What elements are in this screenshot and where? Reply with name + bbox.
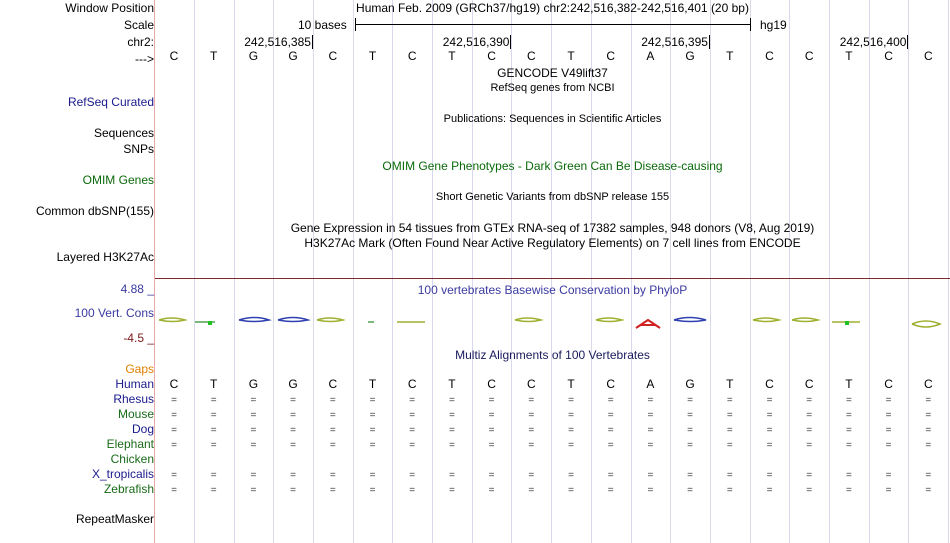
alignment-match: = (607, 440, 614, 451)
alignment-match: = (250, 485, 257, 496)
phylop-glyph-16 (845, 321, 849, 325)
track-label-refseq[interactable]: RefSeq Curated (67, 95, 154, 109)
alignment-match: = (448, 425, 455, 436)
alignment-match: = (329, 485, 336, 496)
alignment-match: = (171, 470, 177, 481)
alignment-match: = (687, 485, 694, 496)
alignment-match: = (726, 440, 733, 451)
alignment-match: = (528, 410, 535, 421)
scale-bar (355, 24, 751, 25)
reference-base: C (169, 49, 179, 63)
gtex-track-desc: Gene Expression in 54 tissues from GTEx RNA-seq of 17382 samples, 948 donors (V8, Aug 2019) (290, 221, 815, 235)
reference-base: C (884, 49, 893, 63)
alignment-match: = (568, 440, 574, 451)
alignment-match: = (647, 425, 654, 436)
reference-base: C (923, 49, 933, 63)
alignment-match: = (448, 440, 455, 451)
human-aligned-base: C (606, 377, 616, 391)
alignment-match: = (171, 410, 177, 421)
alignment-match: = (329, 425, 336, 436)
species-human[interactable]: Human (115, 377, 154, 391)
alignment-match: = (290, 440, 297, 451)
human-aligned-base: C (804, 377, 814, 391)
phylop-glyph-17 (912, 321, 940, 327)
refseq-track-desc: RefSeq genes from NCBI (490, 82, 615, 94)
alignment-match: = (647, 395, 654, 406)
reference-base: C (407, 49, 417, 63)
alignment-match: = (766, 485, 773, 496)
reference-base: C (526, 49, 536, 63)
alignment-match: = (448, 485, 455, 496)
alignment-match: = (171, 425, 177, 436)
alignment-match: = (329, 410, 336, 421)
alignment-match: = (845, 425, 852, 436)
alignment-match: = (369, 425, 376, 436)
alignment-match: = (488, 485, 495, 496)
alignment-match: = (409, 410, 416, 421)
alignment-match: = (766, 410, 773, 421)
human-aligned-base: T (448, 377, 456, 391)
track-label-dbsnp[interactable]: Common dbSNP(155) (35, 204, 154, 218)
alignment-match: = (726, 485, 733, 496)
alignment-match: = (766, 395, 773, 406)
alignment-match: = (726, 425, 733, 436)
alignment-match: = (448, 395, 455, 406)
alignment-match: = (687, 410, 694, 421)
alignment-match: = (448, 410, 455, 421)
phylop-glyph-4 (239, 318, 269, 322)
human-aligned-base: G (288, 377, 298, 391)
alignment-match: = (925, 440, 932, 451)
alignment-match: = (885, 470, 892, 481)
alignment-match: = (329, 440, 336, 451)
coordinate-tick-mark (709, 35, 710, 49)
h3k27ac-track-desc: H3K27Ac Mark (Often Found Near Active Regulatory Elements) on 7 cell lines from ENCODE (304, 236, 801, 250)
track-label-repeatmasker[interactable]: RepeatMasker (75, 512, 154, 526)
alignment-match: = (647, 410, 654, 421)
alignment-match: = (409, 440, 416, 451)
alignment-match: = (210, 485, 217, 496)
coordinate-tick-label: 242,516,395 (641, 35, 708, 49)
coordinate-tick-mark (907, 35, 908, 49)
alignment-match: = (290, 395, 297, 406)
reference-base: T (448, 49, 456, 63)
track-label-gaps[interactable]: Gaps (125, 362, 154, 376)
alignment-match: = (528, 395, 535, 406)
alignment-match: = (171, 440, 177, 451)
alignment-match: = (885, 425, 892, 436)
phylop-glyph-6 (317, 318, 343, 322)
reference-base: A (646, 49, 655, 63)
alignment-match: = (250, 470, 257, 481)
alignment-match: = (290, 470, 297, 481)
reference-base: G (248, 49, 259, 63)
alignment-match: = (687, 470, 694, 481)
alignment-match: = (647, 470, 654, 481)
reference-base: T (368, 49, 377, 63)
window-position-label: Window Position (65, 1, 154, 15)
track-labels (0, 0, 154, 543)
alignment-match: = (290, 485, 297, 496)
alignment-match: = (726, 410, 733, 421)
phylop-glyphs (155, 300, 950, 340)
alignment-match: = (925, 470, 932, 481)
phylop-glyph-5 (278, 318, 308, 322)
alignment-match: = (607, 425, 614, 436)
reference-base: C (765, 49, 774, 63)
species-zebrafish[interactable]: Zebrafish (103, 482, 154, 496)
alignment-match: = (885, 410, 892, 421)
human-aligned-base: C (526, 377, 536, 391)
alignment-match: = (568, 410, 574, 421)
phylop-glyph-10 (596, 318, 622, 322)
alignment-match: = (171, 485, 177, 496)
coordinate-tick-label: 242,516,390 (442, 35, 510, 49)
alignment-match: = (210, 410, 217, 421)
human-aligned-base: C (328, 377, 338, 391)
gencode-track-title[interactable]: GENCODE V49lift37 (497, 66, 608, 80)
alignment-match: = (607, 410, 614, 421)
track-divider (155, 278, 950, 279)
alignment-match: = (448, 470, 455, 481)
human-aligned-base: C (487, 377, 496, 391)
alignment-match: = (369, 410, 376, 421)
alignment-match: = (687, 440, 694, 451)
phylop-glyph-9 (515, 318, 541, 322)
alignment-match: = (210, 470, 217, 481)
alignment-match: = (568, 470, 574, 481)
human-aligned-base: A (646, 377, 655, 391)
alignment-match: = (766, 440, 773, 451)
alignment-match: = (250, 440, 257, 451)
phylop-max-label: 4.88 _ (120, 282, 154, 296)
human-aligned-base: T (845, 377, 853, 391)
alignment-match: = (726, 395, 733, 406)
species-elephant[interactable]: Elephant (106, 437, 154, 451)
alignment-match: = (568, 485, 574, 496)
alignment-match: = (250, 410, 257, 421)
alignment-match: = (488, 410, 495, 421)
phylop-glyph-3 (208, 321, 212, 325)
species-xtropicalis[interactable]: X_tropicalis (91, 467, 154, 481)
alignment-match: = (845, 440, 852, 451)
reference-base: T (567, 49, 575, 63)
alignment-match: = (806, 440, 813, 451)
alignment-match: = (528, 425, 535, 436)
alignment-match: = (250, 395, 257, 406)
track-label-omim[interactable]: OMIM Genes (82, 173, 154, 187)
human-aligned-base: G (248, 377, 259, 391)
alignment-match: = (885, 440, 892, 451)
alignment-match: = (369, 485, 376, 496)
track-label-snps[interactable]: SNPs (123, 142, 154, 156)
alignment-match: = (766, 470, 773, 481)
alignment-match: = (528, 440, 535, 451)
coordinate-tick-mark (312, 35, 313, 49)
alignment-match: = (290, 425, 297, 436)
scale-text: 10 bases (298, 18, 347, 32)
alignment-match: = (925, 410, 932, 421)
phylop-track-desc: 100 vertebrates Basewise Conservation by PhyloP (417, 283, 688, 297)
alignment-match: = (369, 470, 376, 481)
alignment-match: = (885, 485, 892, 496)
alignment-match: = (806, 425, 813, 436)
reference-base: G (288, 49, 298, 63)
multiz-track-desc: Multiz Alignments of 100 Vertebrates (455, 348, 650, 362)
alignment-match: = (290, 410, 297, 421)
coordinate-tick-label: 242,516,385 (244, 35, 311, 49)
human-aligned-base: T (210, 377, 218, 391)
alignment-match: = (845, 470, 852, 481)
alignment-match: = (607, 470, 614, 481)
reference-base: T (726, 49, 734, 63)
alignment-match: = (369, 440, 376, 451)
alignment-match: = (845, 410, 852, 421)
alignment-match: = (687, 395, 694, 406)
alignment-match: = (250, 425, 257, 436)
human-aligned-base: G (685, 377, 695, 391)
omim-track-desc: OMIM Gene Phenotypes - Dark Green Can Be Disease-causing (382, 159, 723, 173)
scale-bar-right (750, 18, 751, 31)
alignment-match: = (568, 395, 574, 406)
species-chicken[interactable]: Chicken (110, 452, 154, 466)
coordinate-tick-label: 242,516,400 (839, 35, 907, 49)
alignment-match: = (488, 395, 495, 406)
reference-base: T (210, 49, 218, 63)
dbsnp-track-desc: Short Genetic Variants from dbSNP release 155 (435, 191, 670, 203)
alignment-match: = (806, 485, 813, 496)
human-aligned-base: T (567, 377, 575, 391)
alignment-match: = (568, 425, 574, 436)
human-aligned-base: C (923, 377, 933, 391)
alignment-match: = (329, 395, 336, 406)
species-dog[interactable]: Dog (131, 422, 154, 436)
alignment-match: = (845, 395, 852, 406)
phylop-glyph-1 (159, 318, 185, 322)
reference-base: C (328, 49, 338, 63)
species-mouse[interactable]: Mouse (117, 407, 154, 421)
human-aligned-base: C (884, 377, 893, 391)
alignment-match: = (171, 395, 177, 406)
track-label-sequences[interactable]: Sequences (93, 126, 154, 140)
alignment-match: = (607, 485, 614, 496)
phylop-glyph-12 (674, 318, 706, 322)
alignment-match: = (210, 425, 217, 436)
alignment-match: = (409, 425, 416, 436)
phylop-glyph-11 (636, 320, 660, 328)
alignment-match: = (806, 395, 813, 406)
alignment-match: = (647, 440, 654, 451)
alignment-match: = (528, 470, 535, 481)
alignment-match: = (210, 440, 217, 451)
alignment-match: = (925, 485, 932, 496)
alignment-match: = (687, 425, 694, 436)
alignment-match: = (488, 440, 495, 451)
assembly-label: hg19 (760, 18, 787, 32)
track-label-h3k27ac[interactable]: Layered H3K27Ac (56, 250, 154, 264)
reference-base: C (804, 49, 814, 63)
alignment-match: = (607, 395, 614, 406)
phylop-glyph-13 (753, 318, 779, 322)
alignment-match: = (885, 395, 892, 406)
track-label-cons[interactable]: 100 Vert. Cons (74, 306, 154, 320)
scale-label: Scale (123, 18, 154, 32)
alignment-match: = (528, 485, 535, 496)
human-aligned-base: T (368, 377, 377, 391)
phylop-glyph-14 (792, 318, 818, 322)
human-aligned-base: T (726, 377, 734, 391)
alignment-match: = (210, 395, 217, 406)
coordinate-tick-mark (510, 35, 511, 49)
reference-base: G (685, 49, 695, 63)
alignment-match: = (409, 395, 416, 406)
alignment-match: = (409, 470, 416, 481)
human-aligned-base: C (169, 377, 179, 391)
alignment-match: = (766, 425, 773, 436)
alignment-match: = (488, 470, 495, 481)
alignment-match: = (925, 425, 932, 436)
window-position-text: Human Feb. 2009 (GRCh37/hg19) chr2:242,516,382-242,516,401 (20 bp) (356, 1, 749, 15)
human-aligned-base: C (407, 377, 417, 391)
chr-label: chr2: (127, 35, 154, 49)
reference-base: T (845, 49, 853, 63)
alignment-match: = (409, 485, 416, 496)
phylop-min-label: -4.5 _ (123, 331, 154, 345)
alignment-match: = (647, 485, 654, 496)
alignment-match: = (845, 485, 852, 496)
species-rhesus[interactable]: Rhesus (113, 392, 154, 406)
alignment-match: = (806, 410, 813, 421)
alignment-match: = (369, 395, 376, 406)
reference-base: C (606, 49, 616, 63)
alignment-match: = (726, 470, 733, 481)
alignment-match: = (329, 470, 336, 481)
publications-track-desc: Publications: Sequences in Scientific Articles (443, 113, 662, 125)
strand-arrow-label[interactable]: ---> (135, 52, 154, 66)
reference-base: C (487, 49, 496, 63)
human-aligned-base: C (765, 377, 774, 391)
alignment-match: = (925, 395, 932, 406)
alignment-match: = (488, 425, 495, 436)
alignment-match: = (806, 470, 813, 481)
